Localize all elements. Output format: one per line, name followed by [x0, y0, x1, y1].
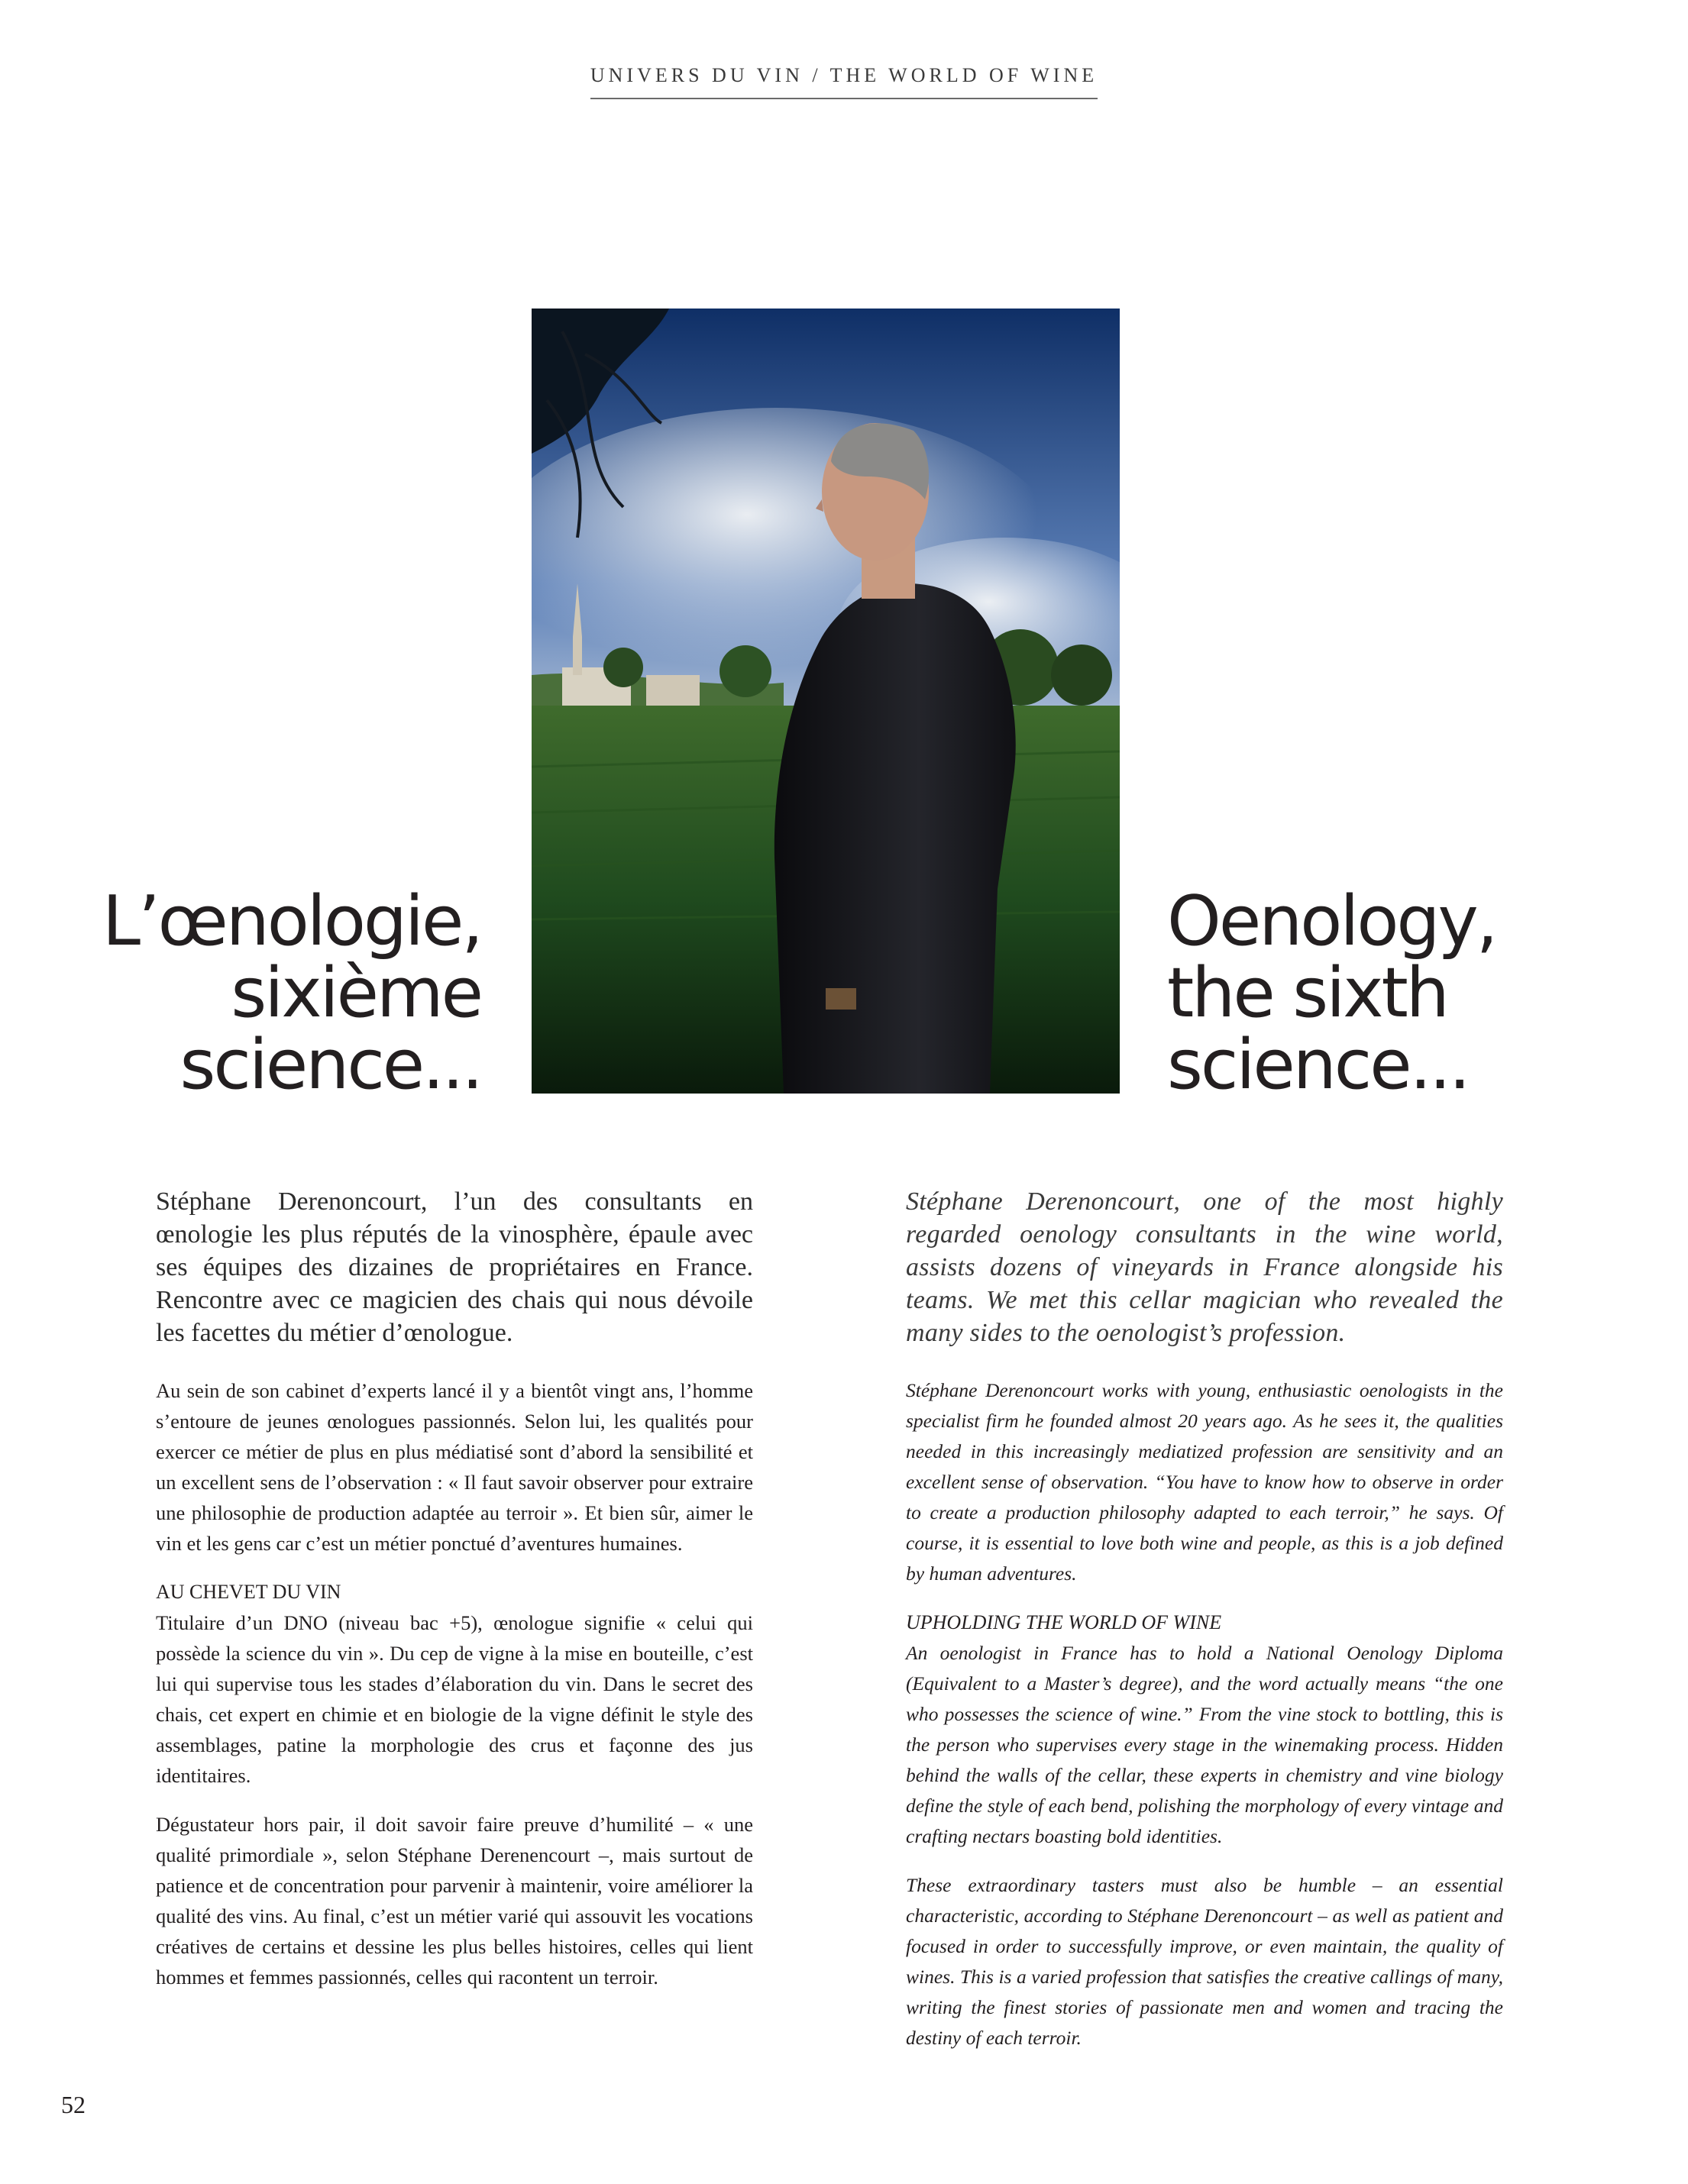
english-title-line: the sixth — [1167, 953, 1447, 1033]
french-subhead: AU CHEVET DU VIN — [156, 1581, 341, 1603]
french-title — [23, 881, 481, 1105]
french-title-line: L’œnologie, — [102, 881, 481, 961]
french-paragraph: Dégustateur hors pair, il doit savoir faire preuve d’humilité – « une qualité primordiale », selon Stéphane Derenencourt –, mais surtout de patience et de concentration pour parvenir à maintenir, voire améliorer la qualité des vins. Au final, c’est un métier varié qui assouvit les vocations créatives de certains et dessine les plus belles histoires, celles qui lient hommes et femmes passionnés, celles qui racontent un terroir. — [156, 1813, 753, 1989]
page-number: 52 — [61, 2091, 86, 2118]
english-title-line: science... — [1167, 1025, 1469, 1105]
portrait-photo-icon — [532, 309, 1120, 1094]
english-paragraph: These extraordinary tasters must also be humble – an essential characteristic, according to Stéphane Derenoncourt – as well as patient and focused in order to successfully improve, or even maintain, the quality of wines. This is a varied profession that satisfies the creative callings of many, writing the finest stories of passionate men and women and tracing the destiny of each terroir. — [906, 1874, 1503, 2049]
french-column — [156, 1185, 753, 2011]
section-header-label: UNIVERS DU VIN / THE WORLD OF WINE — [590, 64, 1098, 99]
french-paragraph: Titulaire d’un DNO (niveau bac +5), œnologue signifie « celui qui possède la science du vin ». Du cep de vigne à la mise en bouteille, c’est lui qui supervise tous les stades d’élaboration du vin. Dans le secret des chais, cet expert en chimie et en biologie de la vigne définit le style des assemblages, patine la morphologie des crus et façonne des jus identitaires. — [156, 1611, 753, 1787]
french-paragraph: Au sein de son cabinet d’experts lancé il y a bientôt vingt ans, l’homme s’entoure de jeunes œnologues passionnés. Selon lui, les qualités pour exercer ce métier de plus en plus médiatisé sont d’abord la sensibilité et un excellent sens de l’observation : « Il faut savoir observer pour extraire une philosophie de production adaptée au terroir ». Et bien sûr, aimer le vin et les gens car c’est un métier ponctué d’aventures humaines. — [156, 1379, 753, 1555]
english-lede: Stéphane Derenoncourt, one of the most highly regarded oenology consultants in the wine world, assists dozens of vineyards in France alongside his teams. We met this cellar magician who revealed the many sides to the oenologist’s profession. — [906, 1187, 1503, 1347]
english-title — [1167, 881, 1625, 1105]
english-title-line: Oenology, — [1167, 881, 1496, 961]
english-paragraph: An oenologist in France has to hold a National Oenology Diploma (Equivalent to a Master’s degree), and the word actually means “the one who possesses the science of wine.” From the vine stock to bottling, this is the person who supervises every stage in the winemaking process. Hidden behind the walls of the cellar, these experts in chemistry and vine biology define the style of each bend, polishing the morphology of every vintage and crafting nectars boasting bold identities. — [906, 1642, 1503, 1847]
french-lede: Stéphane Derenoncourt, l’un des consultants en œnologie les plus réputés de la vinosphère, épaule avec ses équipes des dizaines de propriétaires en France. Rencontre avec ce magicien des chais qui nous dévoile les facettes du métier d’œnologue. — [156, 1187, 753, 1347]
section-header — [0, 64, 1688, 99]
english-column — [906, 1185, 1503, 2072]
english-paragraph: Stéphane Derenoncourt works with young, enthusiastic oenologists in the specialist firm he founded almost 20 years ago. As he sees it, the qualities needed in this increasingly mediatized profession are sensitivity and an excellent sense of observation. “You have to know how to observe in order to create a production philosophy adapted to each terroir,” he says. Of course, it is essential to love both wine and people, as this is a job defined by human adventures. — [906, 1379, 1503, 1585]
portrait-photo — [532, 309, 1120, 1094]
french-title-line: sixième — [231, 953, 481, 1033]
english-subhead: UPHOLDING THE WORLD OF WINE — [906, 1611, 1222, 1633]
french-title-line: science... — [179, 1025, 481, 1105]
